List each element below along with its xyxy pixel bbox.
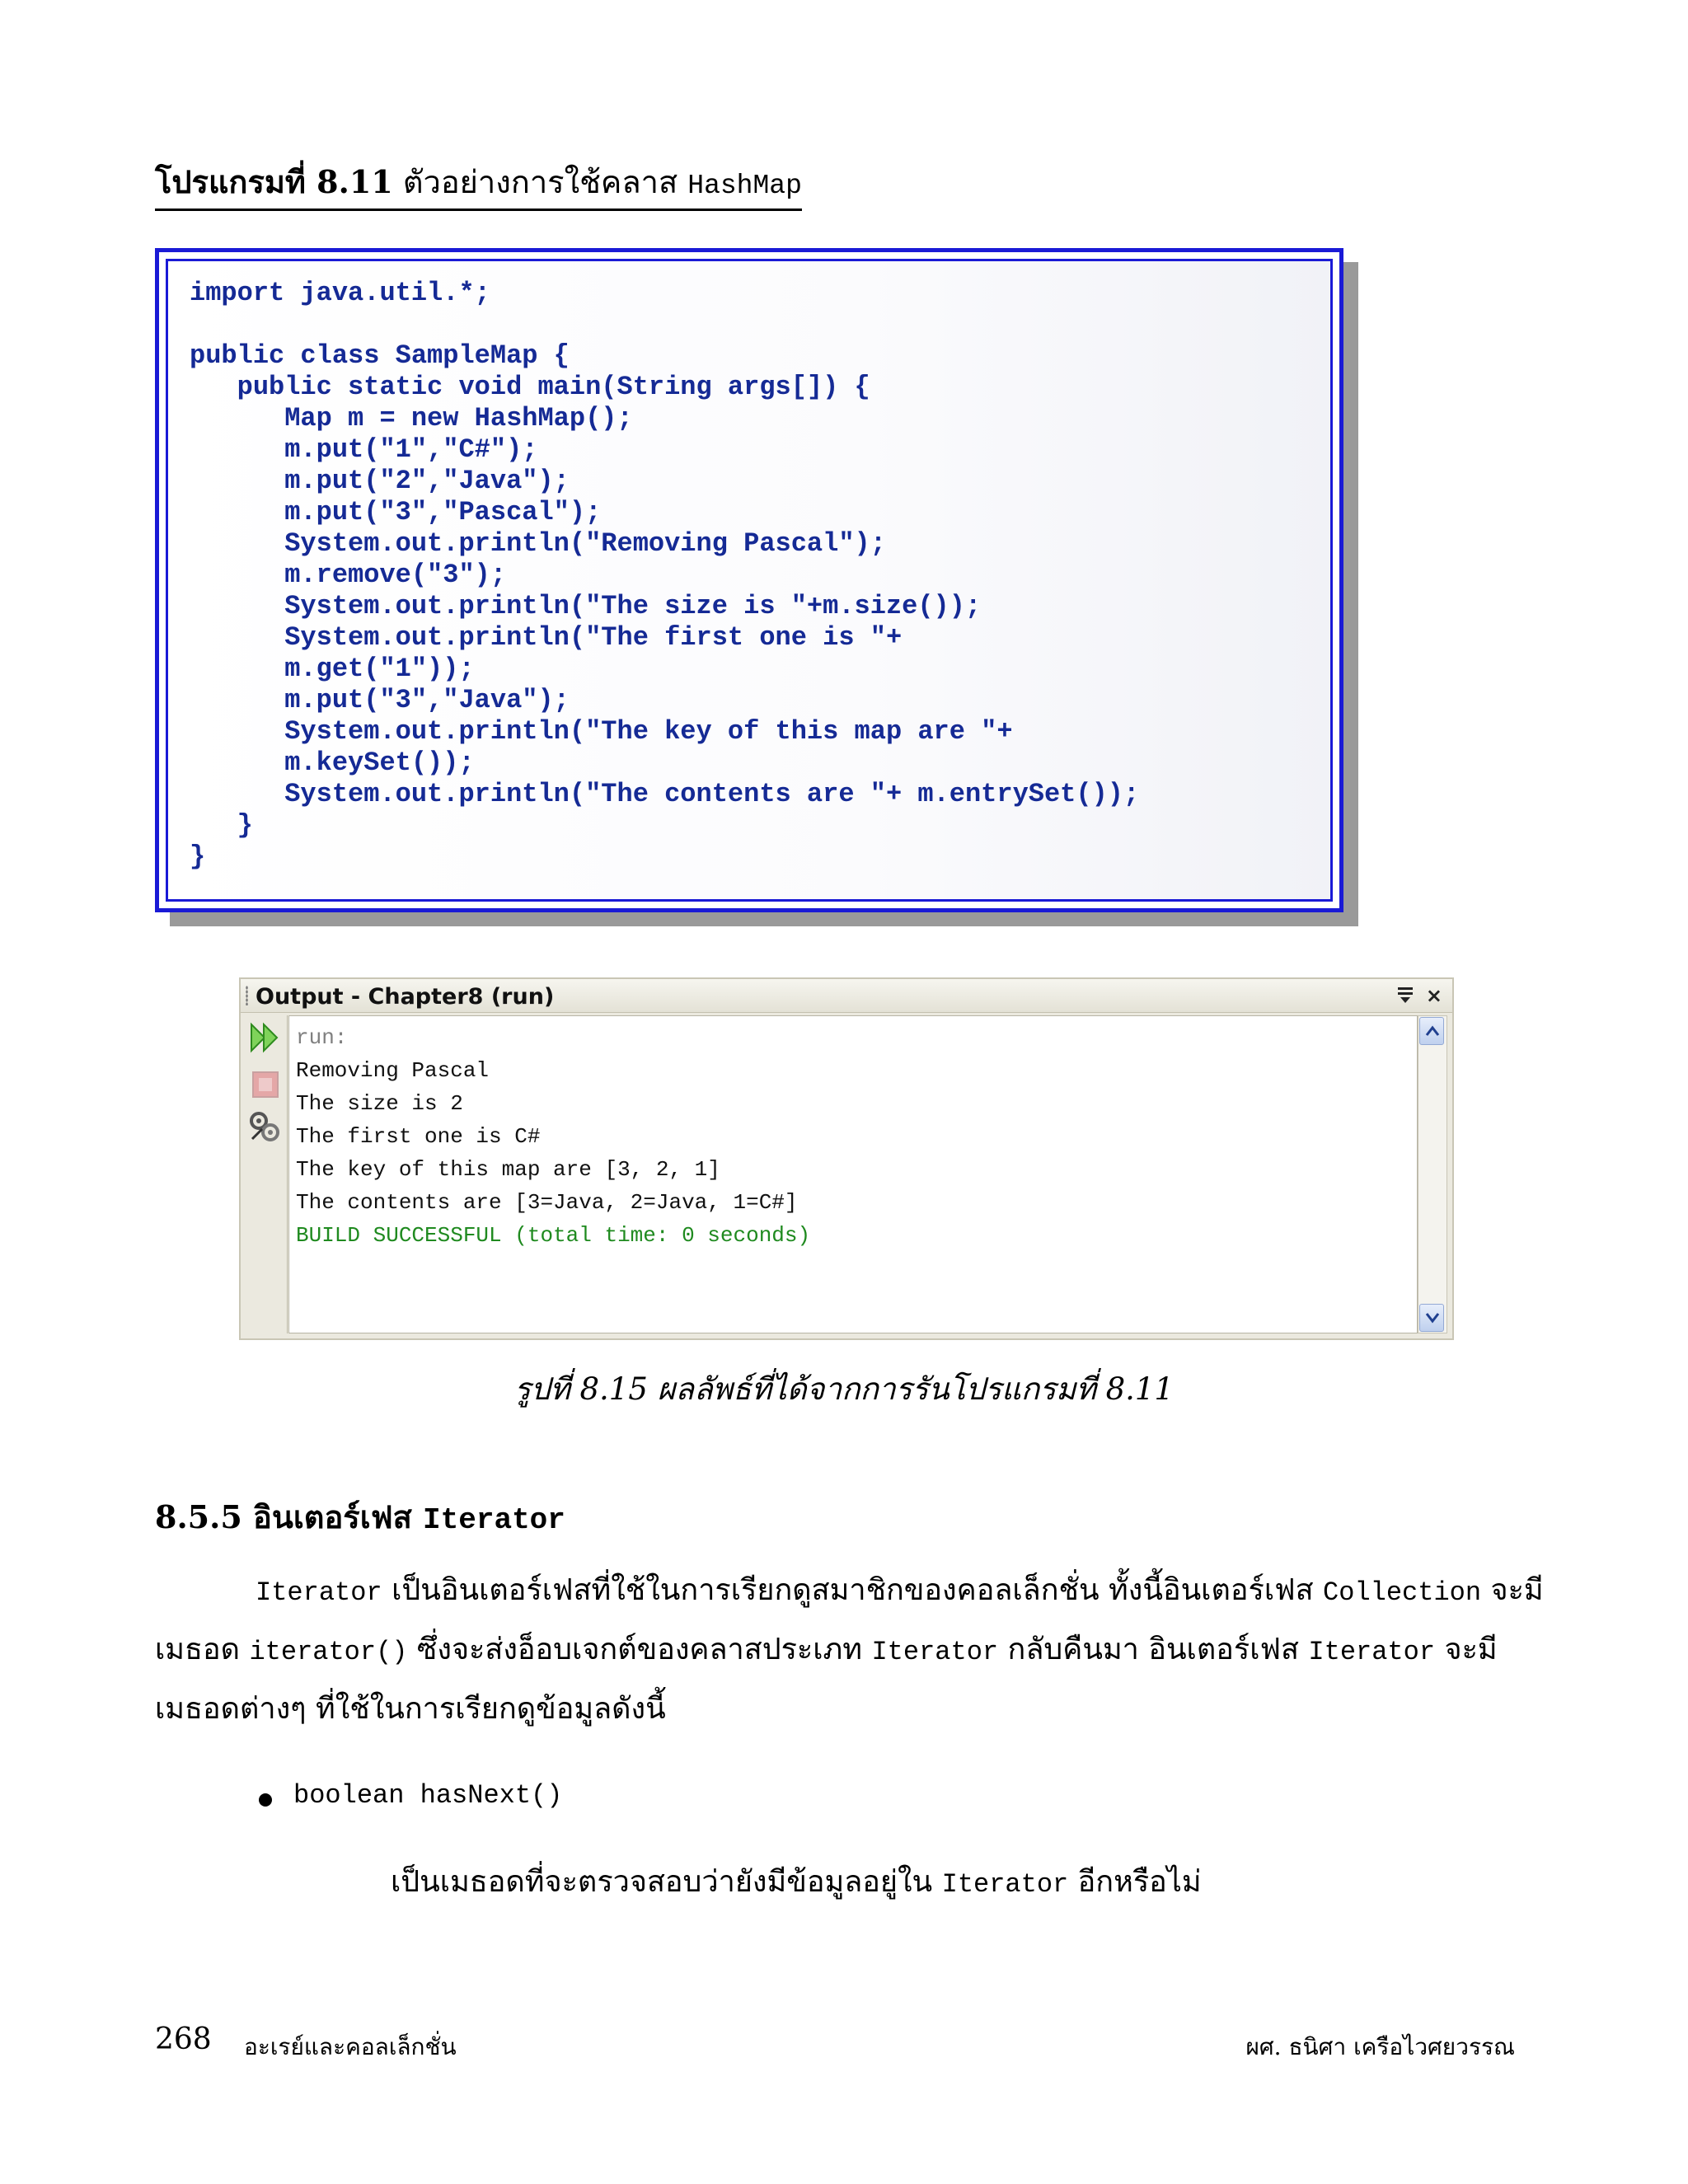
page-number: 268 xyxy=(155,2022,212,2056)
scroll-down-button[interactable] xyxy=(1419,1304,1444,1332)
output-line: The key of this map are [3, 2, 1] xyxy=(296,1157,720,1182)
code-line: } xyxy=(190,841,206,872)
inline-code: iterator() xyxy=(249,1637,408,1667)
paragraph-line-2 xyxy=(155,1625,1498,1672)
paragraph-text: จะมี xyxy=(1481,1573,1544,1607)
code-line: m.put("1","C#"); xyxy=(190,434,538,465)
paragraph-text: เมธอด xyxy=(155,1633,250,1666)
bullet-description xyxy=(391,1858,1202,1905)
code-line: m.get("1")); xyxy=(190,654,475,684)
section-title: อินเตอร์เฟส xyxy=(253,1498,412,1535)
paragraph-text: เป็นอินเตอร์เฟสที่ใช้ในการเรียกดูสมาชิกของคอลเล็กชั่น ทั้งนี้อินเตอร์เฟส xyxy=(382,1573,1324,1607)
settings-icon[interactable] xyxy=(247,1109,282,1147)
output-console xyxy=(296,1021,810,1252)
code-line: public static void main(String args[]) { xyxy=(190,372,870,402)
bullet-marker xyxy=(259,1793,272,1807)
output-line: The contents are [3=Java, 2=Java, 1=C#] xyxy=(296,1190,798,1215)
output-titlebar xyxy=(241,979,1452,1013)
paragraph-text: เป็นเมธอดที่จะตรวจสอบว่ายังมีข้อมูลอยู่ใน xyxy=(391,1865,942,1899)
stop-icon[interactable] xyxy=(251,1070,280,1103)
code-line: System.out.println("Removing Pascal"); xyxy=(190,528,886,559)
output-text-area[interactable] xyxy=(288,1015,1418,1333)
output-line: The size is 2 xyxy=(296,1091,463,1116)
code-line: System.out.println("The first one is "+ xyxy=(190,622,903,653)
code-line: System.out.println("The size is "+m.size()); xyxy=(190,591,982,621)
minimize-icon[interactable] xyxy=(1396,984,1414,1010)
output-window xyxy=(239,977,1454,1340)
inline-code: Collection xyxy=(1323,1577,1482,1608)
code-line: import java.util.*; xyxy=(190,278,490,308)
output-toolbar xyxy=(244,1015,288,1333)
footer-chapter: อะเรย์และคอลเล็กชั่น xyxy=(244,2033,457,2060)
output-window-title: Output - Chapter8 (run) xyxy=(256,984,555,1010)
section-number: 8.5.5 xyxy=(155,1498,242,1535)
inline-code: Iterator xyxy=(256,1577,382,1608)
program-heading-class: HashMap xyxy=(687,171,802,201)
bullet-item-code: boolean hasNext() xyxy=(293,1780,563,1811)
paragraph-text: อีกหรือไม่ xyxy=(1068,1865,1202,1899)
section-code: Iterator xyxy=(423,1503,565,1537)
section-heading xyxy=(155,1492,565,1542)
paragraph-text: กลับคืนมา อินเตอร์เฟส xyxy=(998,1633,1309,1666)
code-line: m.put("2","Java"); xyxy=(190,466,570,496)
footer-author: ผศ. ธนิศา เครือไวศยวรรณ xyxy=(1245,2033,1515,2060)
code-listing-inner xyxy=(166,259,1333,902)
program-heading xyxy=(155,162,802,211)
vertical-scrollbar[interactable] xyxy=(1418,1015,1447,1333)
program-label: โปรแกรมที่ 8.11 xyxy=(155,163,393,200)
code-listing-box xyxy=(155,248,1343,912)
code-line: System.out.println("The contents are "+ m.entrySet()); xyxy=(190,779,1140,809)
code-line: m.keySet()); xyxy=(190,748,475,778)
close-icon[interactable]: × xyxy=(1425,984,1442,1007)
code-line: public class SampleMap { xyxy=(190,340,570,371)
inline-code: Iterator xyxy=(941,1869,1069,1900)
figure-caption: รูปที่ 8.15 ผลลัพธ์ที่ได้จากการรันโปรแกรมที่ 8.11 xyxy=(513,1371,1175,1407)
code-line: Map m = new HashMap(); xyxy=(190,403,633,434)
program-heading-text: ตัวอย่างการใช้คลาส xyxy=(402,164,678,200)
output-run-line: run: xyxy=(296,1025,348,1050)
code-line: m.put("3","Pascal"); xyxy=(190,497,602,527)
scroll-up-button[interactable] xyxy=(1419,1017,1444,1045)
paragraph-line-1 xyxy=(256,1566,1544,1613)
code-line: } xyxy=(190,810,253,841)
output-line: The first one is C# xyxy=(296,1124,541,1149)
rerun-icon[interactable] xyxy=(249,1022,282,1057)
code-listing xyxy=(190,278,1139,873)
code-line: m.remove("3"); xyxy=(190,560,507,590)
inline-code: Iterator xyxy=(1308,1637,1436,1667)
paragraph-text: จะมี xyxy=(1435,1633,1498,1666)
paragraph-text: ซึ่งจะส่งอ็อบเจกต์ของคลาสประเภท xyxy=(407,1633,872,1666)
drag-grip[interactable] xyxy=(246,986,248,1005)
output-line: Removing Pascal xyxy=(296,1058,490,1083)
code-line: m.put("3","Java"); xyxy=(190,685,570,715)
build-status-line: BUILD SUCCESSFUL (total time: 0 seconds) xyxy=(296,1223,811,1248)
inline-code: Iterator xyxy=(871,1637,999,1667)
code-line: System.out.println("The key of this map are "+ xyxy=(190,716,1013,747)
paragraph-line-3: เมธอดต่างๆ ที่ใช้ในการเรียกดูข้อมูลดังนี้ xyxy=(155,1692,666,1726)
